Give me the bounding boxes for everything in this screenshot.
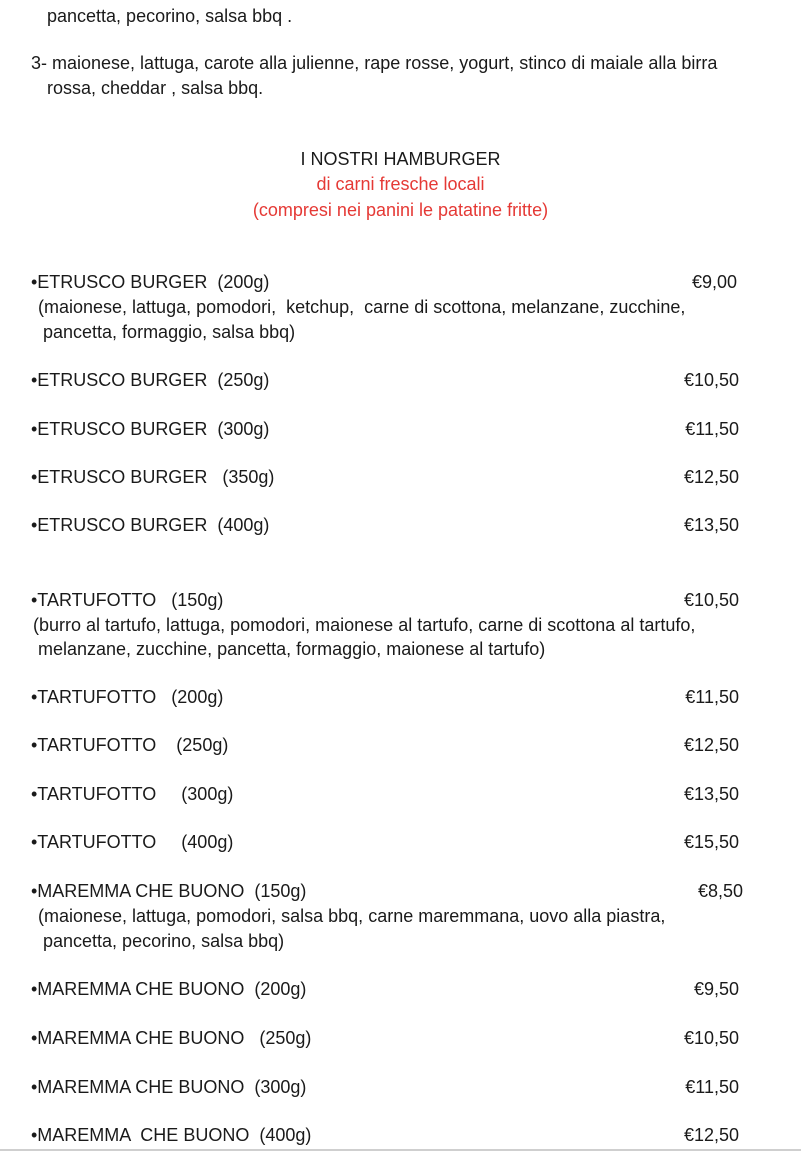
menu-item-price: €13,50	[683, 784, 739, 804]
menu-item-price: €10,50	[683, 1028, 739, 1048]
menu-item-name: •MAREMMA CHE BUONO (250g)	[31, 1028, 312, 1048]
item-3-line-2: rossa, cheddar , salsa bbq.	[47, 78, 264, 98]
section-subtitle: di carni fresche locali	[316, 174, 485, 194]
menu-item-price: €13,50	[683, 515, 739, 535]
menu-item-price: €11,50	[685, 1077, 739, 1097]
menu-item-name: •TARTUFOTTO (200g)	[31, 687, 224, 707]
menu-item-price: €11,50	[685, 419, 739, 439]
menu-item-price: €12,50	[683, 735, 739, 755]
menu-item-description: pancetta, pecorino, salsa bbq)	[43, 931, 285, 951]
menu-item-name: •ETRUSCO BURGER (350g)	[31, 467, 275, 487]
menu-item-description: pancetta, formaggio, salsa bbq)	[43, 322, 296, 342]
menu-item-name: •TARTUFOTTO (250g)	[31, 735, 229, 755]
intro-line: pancetta, pecorino, salsa bbq .	[47, 6, 293, 26]
menu-item-description: (maionese, lattuga, pomodori, ketchup, carne di scottona, melanzane, zucchine,	[38, 297, 686, 317]
menu-item-price: €12,50	[683, 1125, 739, 1145]
menu-item-name: •MAREMMA CHE BUONO (200g)	[31, 979, 307, 999]
item-3-line-1: 3- maionese, lattuga, carote alla julienne, rape rosse, yogurt, stinco di maiale alla birra	[31, 53, 718, 73]
menu-item-name: •TARTUFOTTO (400g)	[31, 832, 234, 852]
menu-item-name: •MAREMMA CHE BUONO (300g)	[31, 1077, 307, 1097]
menu-item-price: €10,50	[683, 370, 739, 390]
menu-item-price: €12,50	[683, 467, 739, 487]
menu-item-description: melanzane, zucchine, pancetta, formaggio, maionese al tartufo)	[38, 639, 546, 659]
menu-item-name: •TARTUFOTTO (300g)	[31, 784, 234, 804]
menu-item-price: €11,50	[685, 687, 739, 707]
menu-item-price: €10,50	[683, 590, 739, 610]
menu-item-name: •ETRUSCO BURGER (200g)	[31, 272, 270, 292]
section-title: I NOSTRI HAMBURGER	[300, 149, 501, 169]
menu-item-name: •ETRUSCO BURGER (400g)	[31, 515, 270, 535]
menu-item-price: €8,50	[697, 881, 743, 901]
menu-item-name: •TARTUFOTTO (150g)	[31, 590, 224, 610]
menu-item-name: •MAREMMA CHE BUONO (400g)	[31, 1125, 312, 1145]
menu-item-name: •ETRUSCO BURGER (250g)	[31, 370, 270, 390]
menu-item-description: (burro al tartufo, lattuga, pomodori, maionese al tartufo, carne di scottona al tartufo,	[33, 615, 696, 635]
menu-item-price: €9,50	[693, 979, 739, 999]
menu-item-description: (maionese, lattuga, pomodori, salsa bbq, carne maremmana, uovo alla piastra,	[38, 906, 666, 926]
menu-item-name: •MAREMMA CHE BUONO (150g)	[31, 881, 307, 901]
menu-item-name: •ETRUSCO BURGER (300g)	[31, 419, 270, 439]
section-note: (compresi nei panini le patatine fritte)	[252, 200, 549, 220]
menu-item-price: €9,00	[691, 272, 737, 292]
menu-item-price: €15,50	[683, 832, 739, 852]
